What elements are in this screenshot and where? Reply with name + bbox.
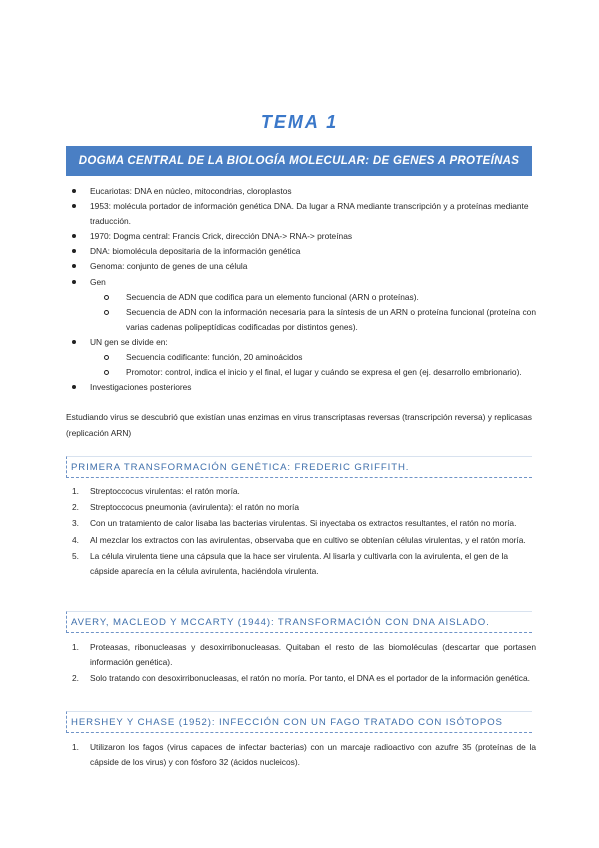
sub-bullet-item: [90, 305, 536, 335]
item-number: 2.: [72, 673, 79, 684]
bullet-item: [66, 229, 536, 244]
bullet-item: [66, 380, 536, 395]
bullet-item: [66, 275, 536, 335]
item-text: Utilizaron los fagos (virus capaces de infectar bacterias) con un marcaje radioactivo con azufre 35 (proteínas de la cápside de los virus) y con fósforo 32 (ácidos nucleicos).: [90, 742, 536, 768]
bullet-text: 1953: molécula portador de información genética DNA. Da lugar a RNA mediante transcripción y a proteínas mediante traducción.: [90, 201, 529, 227]
item-number: 5.: [72, 550, 79, 561]
numbered-item: [66, 533, 536, 548]
numbered-list: [66, 640, 536, 688]
chapter-banner-text: DOGMA CENTRAL DE LA BIOLOGÍA MOLECULAR: DE GENES A PROTEÍNAS: [78, 155, 520, 167]
item-number: 1.: [72, 642, 79, 652]
numbered-item: [66, 640, 536, 670]
bullet-text: DNA: biomolécula depositaria de la información genética: [90, 246, 301, 257]
bullet-text: UN gen se divide en:: [90, 336, 168, 347]
sub-bullet-text: Secuencia de ADN con la información necesaria para la síntesis de un ARN o proteína funcional (proteína con varias cadenas polipeptídicas codificadas por distintos genes).: [126, 306, 536, 332]
page-title: TEMA 1: [260, 112, 339, 132]
numbered-item: [66, 549, 536, 579]
sub-bullet-item: [90, 350, 536, 365]
item-number: 2.: [72, 502, 79, 513]
bullet-text: Gen: [90, 276, 106, 287]
item-text: Proteasas, ribonucleasas y desoxirribonucleasas. Quitaban el resto de las biomoléculas (descartar que portasen información genética).: [90, 642, 536, 668]
item-text: Al mezclar los extractos con las avirulentas, observaba que en cultivo se obtenían células virulentas, y el ratón moría.: [90, 534, 526, 545]
chapter-banner: [66, 146, 532, 176]
numbered-item: [66, 740, 536, 770]
section-heading: PRIMERA TRANSFORMACIÓN GENÉTICA: FREDERIC GRIFFITH.: [66, 456, 532, 478]
bullet-item: [66, 199, 536, 229]
item-number: 1.: [72, 486, 79, 496]
sub-bullet-item: [90, 365, 536, 380]
item-text: Streptoccocus virulentas: el ratón moría.: [90, 486, 240, 496]
bullet-text: Eucariotas: DNA en núcleo, mitocondrias, cloroplastos: [90, 186, 292, 196]
sub-bullet-text: Secuencia de ADN que codifica para un elemento funcional (ARN o proteínas).: [126, 291, 419, 302]
bullet-text: Genoma: conjunto de genes de una célula: [90, 261, 248, 272]
numbered-item: [66, 671, 536, 686]
bullet-text: 1970: Dogma central: Francis Crick, dirección DNA-> RNA-> proteínas: [90, 231, 353, 242]
bullet-item: [66, 335, 536, 380]
item-text: Streptoccocus pneumonia (avirulenta): el ratón no moría: [90, 502, 300, 513]
section-heading: HERSHEY Y CHASE (1952): INFECCIÓN CON UN FAGO TRATADO CON ISÓTOPOS: [66, 711, 532, 733]
item-number: 1.: [72, 742, 79, 752]
sub-bullet-list: [90, 350, 536, 380]
bullet-item: [66, 184, 536, 199]
bullet-item: [66, 244, 536, 259]
numbered-item: [66, 500, 536, 515]
item-text: Con un tratamiento de calor lisaba las bacterias virulentas. Si inyectaba os extractos resultantes, el ratón no moría.: [90, 518, 517, 529]
section-heading: AVERY, MACLEOD Y MCCARTY (1944): TRANSFORMACIÓN CON DNA AISLADO.: [66, 611, 532, 633]
bullet-list: [66, 184, 536, 395]
item-number: 3.: [72, 518, 79, 529]
numbered-list: [66, 484, 536, 580]
bullet-item: [66, 259, 536, 274]
sub-bullet-list: [90, 290, 536, 335]
body-paragraph: Estudiando virus se descubrió que existían unas enzimas en virus transcriptasas reversas (transcripción reversa) y replicasas (replicación ARN): [66, 412, 532, 438]
numbered-item: [66, 484, 536, 499]
sub-bullet-text: Promotor: control, indica el inicio y el final, el lugar y cuándo se expresa el gen (ej. desarrollo embrionario).: [126, 367, 522, 378]
item-text: La célula virulenta tiene una cápsula que la hace ser virulenta. Al lisarla y cultivarla con la avirulenta, el gen de la cápside aparecía en la célula avirulenta, haciéndola virulenta.: [90, 550, 509, 577]
item-text: Solo tratando con desoxirribonucleasas, el ratón no moría. Por tanto, el DNA es el portador de la información genética.: [90, 673, 530, 684]
sub-bullet-text: Secuencia codificante: función, 20 aminoácidos: [126, 352, 303, 363]
item-number: 4.: [72, 534, 79, 545]
numbered-list: [66, 740, 536, 771]
sub-bullet-item: [90, 290, 536, 305]
numbered-item: [66, 516, 536, 531]
bullet-text: Investigaciones posteriores: [90, 382, 192, 393]
